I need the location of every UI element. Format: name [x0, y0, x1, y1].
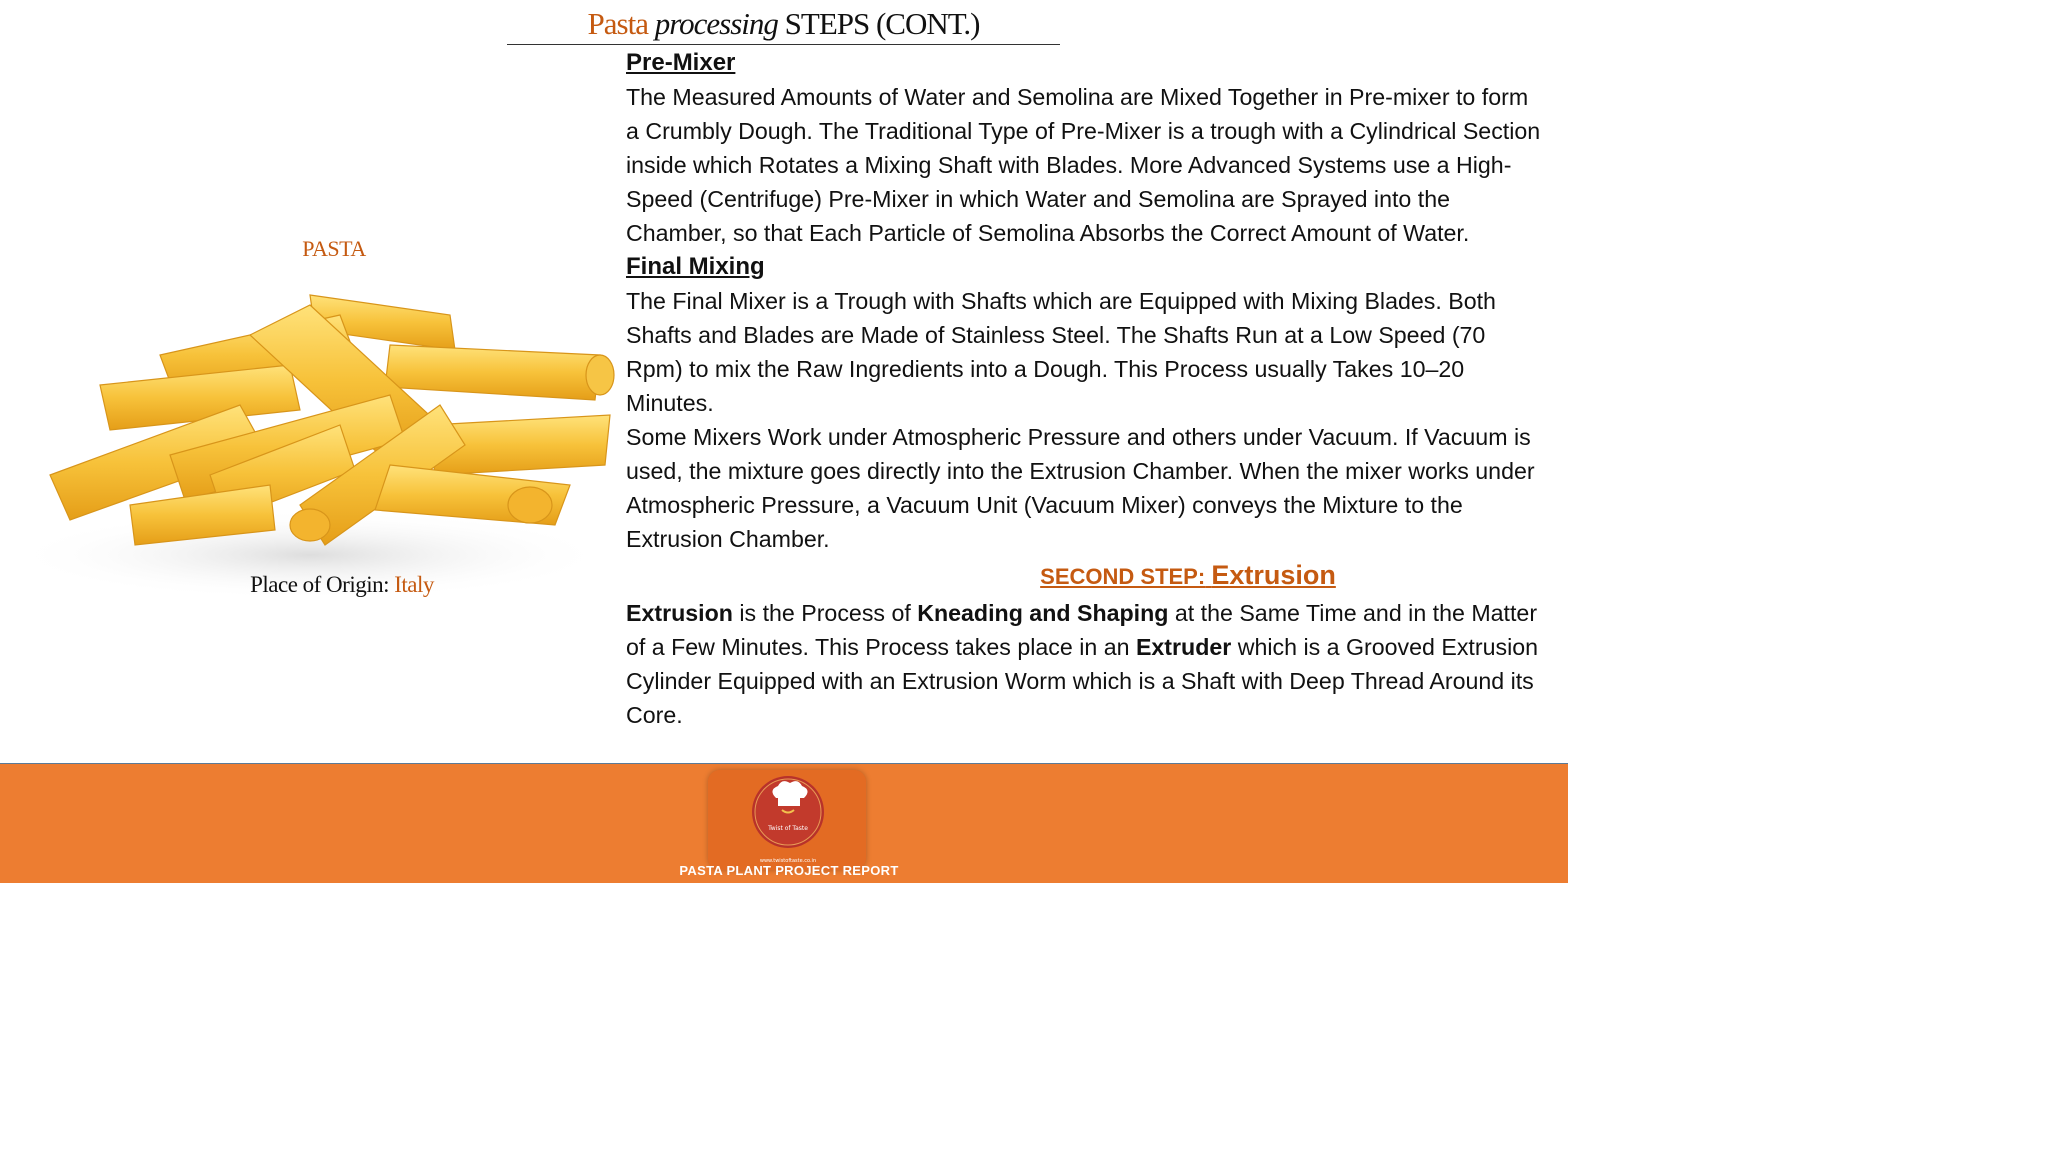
- slide-title: [588, 6, 980, 41]
- place-of-origin: [242, 572, 442, 598]
- slide-title-bar: [507, 4, 1060, 45]
- title-word-pasta: Pasta: [587, 6, 648, 41]
- final-mixing-paragraph-1: The Final Mixer is a Trough with Shafts which are Equipped with Mixing Blades. Both Shafts and Blades are Made of Stainless Steel. The Shafts Run at a Low Speed (70 Rpm) to mix the Raw Ingredients into a Dough. This Process usually Takes 10–20 Minutes.: [626, 288, 1496, 416]
- logo-text: Twist of Taste: [768, 825, 808, 832]
- footer-caption: PASTA PLANT PROJECT REPORT: [679, 863, 899, 878]
- extrusion-paragraph: [626, 596, 1546, 732]
- logo-url: www.twistoftaste.co.in: [759, 858, 817, 864]
- step-prefix: SECOND STEP:: [1040, 564, 1206, 589]
- final-mixing-paragraph-2: Some Mixers Work under Atmospheric Pressure and others under Vacuum. If Vacuum is used, the mixture goes directly into the Extrusion Chamber. When the mixer works under Atmospheric Pressure, a Vacuum Unit (Vacuum Mixer) conveys the Mixture to the Extrusion Chamber.: [626, 424, 1535, 552]
- premixer-heading: Pre-Mixer: [626, 49, 736, 76]
- second-step-heading: [626, 556, 1564, 596]
- premixer-paragraph: The Measured Amounts of Water and Semolina are Mixed Together in Pre-mixer to form a Crumbly Dough. The Traditional Type of Pre-Mixer is a trough with a Cylindrical Section inside which Rotates a Mixing Shaft with Blades. More Advanced Systems use a High-Speed (Centrifuge) Pre-Mixer in which Water and Semolina are Sprayed into the Chamber, so that Each Particle of Semolina Absorbs the Correct Amount of Water.: [626, 84, 1541, 246]
- extrusion-term: Extrusion: [626, 600, 733, 626]
- kneading-term: Kneading and Shaping: [917, 600, 1169, 626]
- chef-logo-icon: [708, 770, 866, 870]
- step-name: Extrusion: [1211, 560, 1336, 590]
- slide-body: [626, 46, 1546, 732]
- final-mixing-heading: Final Mixing: [626, 253, 765, 280]
- extrusion-text-3: which is a Grooved Extrusion Cylinder Equipped with an Extrusion Worm which is a Shaft with Deep Thread Around its Core.: [626, 634, 1539, 728]
- title-word-processing: processing: [654, 6, 778, 41]
- pasta-label: PASTA: [302, 236, 366, 261]
- title-word-steps: STEPS (CONT.): [784, 6, 980, 41]
- origin-label: Place of Origin:: [250, 572, 389, 597]
- extruder-term: Extruder: [1135, 634, 1232, 660]
- origin-value: Italy: [394, 572, 434, 597]
- footer-bar: [0, 763, 1568, 883]
- twist-of-taste-logo: [708, 770, 866, 870]
- extrusion-text-2: at the Same Time and in the Matter of a Few Minutes. This Process takes place in an: [626, 600, 1538, 660]
- extrusion-text-1: is the Process of: [732, 600, 918, 626]
- penne-pasta-image: [10, 275, 615, 600]
